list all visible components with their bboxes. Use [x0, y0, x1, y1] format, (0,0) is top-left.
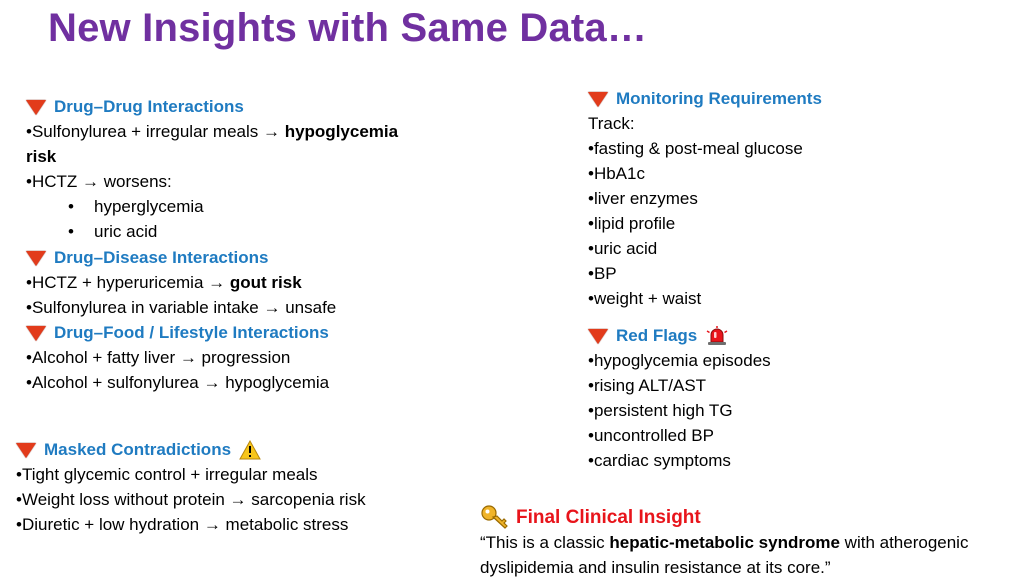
mon-item: •weight + waist	[588, 289, 702, 308]
masked-item: •Weight loss without protein → sarcopenia risk	[16, 490, 366, 509]
ddi-line-2-bold: risk	[26, 147, 57, 166]
dis-line-1-bold: gout risk	[229, 273, 302, 292]
ddi-line-1-bold: hypoglycemia	[284, 122, 399, 141]
ddi-line-3: •HCTZ → worsens:	[26, 172, 172, 191]
mon-intro: Track:	[588, 114, 635, 133]
ddi-heading-label: Drug–Drug Interactions	[54, 97, 244, 116]
masked-item: •Diuretic + low hydration → metabolic stress	[16, 515, 349, 534]
monitoring-section	[588, 86, 822, 311]
siren-icon	[705, 326, 729, 346]
ddi-line-1-text: •Sulfonylurea + irregular meals →	[26, 122, 285, 141]
ddi-heading	[26, 94, 398, 119]
dis-line-1	[26, 270, 398, 295]
final-quote-line-2: dyslipidemia and insulin resistance at its core.”	[480, 558, 831, 577]
dis-line-1-text: •HCTZ + hyperuricemia →	[26, 273, 230, 292]
food-heading-label: Drug–Food / Lifestyle Interactions	[54, 323, 329, 342]
mon-item: •uric acid	[588, 239, 658, 258]
masked-heading-label: Masked Contradictions	[44, 440, 232, 459]
red-item: •persistent high TG	[588, 401, 733, 420]
key-icon	[480, 504, 510, 530]
mon-heading	[588, 86, 822, 111]
mon-item: •lipid profile	[588, 214, 676, 233]
red-triangle-icon	[26, 100, 46, 115]
bullet-icon: •	[68, 197, 74, 216]
masked-heading	[16, 437, 366, 462]
ddi-line-1	[26, 119, 398, 144]
dis-line-2: •Sulfonylurea in variable intake → unsafe	[26, 298, 337, 317]
mon-item: •BP	[588, 264, 617, 283]
red-triangle-icon	[588, 92, 608, 107]
ddi-line-2	[26, 144, 398, 169]
page-title: New Insights with Same Data…	[48, 6, 648, 50]
red-triangle-icon	[26, 326, 46, 341]
food-heading	[26, 320, 398, 345]
final-quote-text: “This is a classic	[480, 533, 610, 552]
ddi-sub-text: uric acid	[94, 222, 158, 241]
bullet-icon: •	[68, 222, 74, 241]
red-triangle-icon	[26, 251, 46, 266]
red-triangle-icon	[16, 443, 36, 458]
warning-icon	[239, 440, 261, 460]
ddi-sub-text: hyperglycemia	[94, 197, 204, 216]
red-triangle-icon	[588, 329, 608, 344]
final-quote-bold: hepatic-metabolic syndrome	[609, 533, 840, 552]
red-item: •hypoglycemia episodes	[588, 351, 771, 370]
mon-item: •HbA1c	[588, 164, 645, 183]
final-section	[480, 504, 968, 580]
final-quote-text: with atherogenic	[839, 533, 969, 552]
final-heading	[480, 504, 968, 530]
mon-item: •liver enzymes	[588, 189, 698, 208]
dis-heading	[26, 245, 398, 270]
red-flags-section	[588, 323, 771, 473]
red-item: •cardiac symptoms	[588, 451, 731, 470]
left-column-top	[26, 94, 398, 395]
final-quote-line-1	[480, 530, 968, 555]
food-line-1: •Alcohol + fatty liver → progression	[26, 348, 291, 367]
dis-heading-label: Drug–Disease Interactions	[54, 248, 269, 267]
masked-item: •Tight glycemic control + irregular meals	[16, 465, 318, 484]
red-item: •uncontrolled BP	[588, 426, 714, 445]
mon-item: •fasting & post-meal glucose	[588, 139, 803, 158]
food-line-2: •Alcohol + sulfonylurea → hypoglycemia	[26, 373, 330, 392]
final-heading-label: Final Clinical Insight	[516, 506, 701, 528]
red-item: •rising ALT/AST	[588, 376, 707, 395]
ddi-sub-item	[26, 194, 398, 219]
red-heading	[588, 323, 771, 348]
mon-heading-label: Monitoring Requirements	[616, 89, 822, 108]
masked-section	[16, 437, 366, 537]
ddi-sub-item	[26, 219, 398, 244]
red-heading-label: Red Flags	[616, 326, 698, 345]
